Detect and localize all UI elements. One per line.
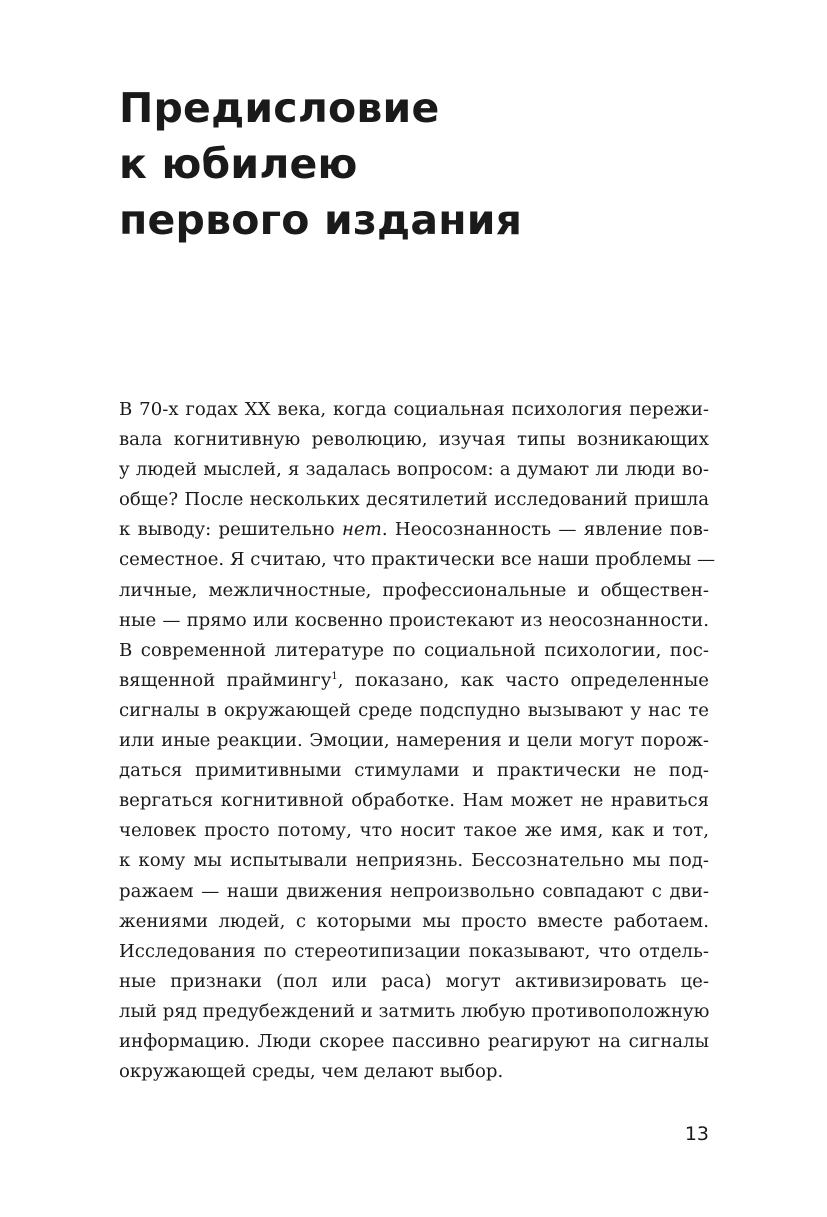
chapter-title (119, 80, 522, 248)
text-line: лый ряд предубеждений и затмить любую противоположную (119, 1000, 710, 1022)
emphasis-text: нет (342, 519, 382, 541)
chapter-title-line: первого издания (119, 196, 523, 244)
text-line: вергаться когнитивной обработке. Нам может не нравиться (119, 790, 709, 812)
text-run: к выводу: решительно (119, 519, 343, 541)
text-line: у людей мыслей, я задалась вопросом: а думают ли люди во- (119, 459, 709, 481)
page-number: 13 (684, 1123, 709, 1145)
text-line: ные — прямо или косвенно проистекают из неосознанности. (119, 609, 709, 631)
text-line: личные, межличностные, профессиональные и обществен- (119, 579, 709, 601)
text-line: жениями людей, с которыми мы просто вместе работаем. (119, 910, 709, 932)
footnote-marker[interactable]: 1 (331, 670, 338, 682)
text-line: ражаем — наши движения непроизвольно совпадают с дви- (119, 880, 709, 902)
chapter-title-line: Предисловие (119, 84, 440, 132)
text-line: человек просто потому, что носит такое же имя, как и тот, (119, 820, 709, 842)
text-run: . Неосознанность — явление пов- (381, 519, 709, 541)
text-line: ные признаки (пол или раса) могут активизировать це- (119, 970, 709, 992)
text-line: или иные реакции. Эмоции, намерения и цели могут порож- (119, 730, 709, 752)
text-line: Исследования по стереотипизации показывают, что отдель- (119, 940, 709, 962)
text-line: даться примитивными стимулами и практически не под- (119, 760, 709, 782)
text-line (119, 515, 709, 545)
text-line: окружающей среды, чем делают выбор. (119, 1061, 504, 1083)
text-line: обще? После нескольких десятилетий исследований пришла (119, 489, 709, 511)
text-run: , показано, как часто определенные (337, 669, 709, 691)
text-line: сигналы в окружающей среде подспудно вызывают у нас те (119, 699, 709, 721)
text-line: вала когнитивную революцию, изучая типы возникающих (119, 429, 709, 451)
text-line: семестное. Я считаю, что практически все наши проблемы — (119, 549, 716, 571)
text-line: В 70-х годах XX века, когда социальная психология пережи- (119, 399, 709, 420)
text-line: В современной литературе по социальной психологии, пос- (119, 639, 709, 661)
text-line: к кому мы испытывали неприязнь. Бессознательно мы под- (119, 850, 709, 872)
body-paragraph (119, 395, 716, 1087)
text-line (119, 666, 709, 696)
chapter-title-line: к юбилею (119, 140, 358, 188)
text-line: информацию. Люди скорее пассивно реагируют на сигналы (119, 1030, 709, 1052)
text-run: вященной праймингу (119, 669, 332, 691)
